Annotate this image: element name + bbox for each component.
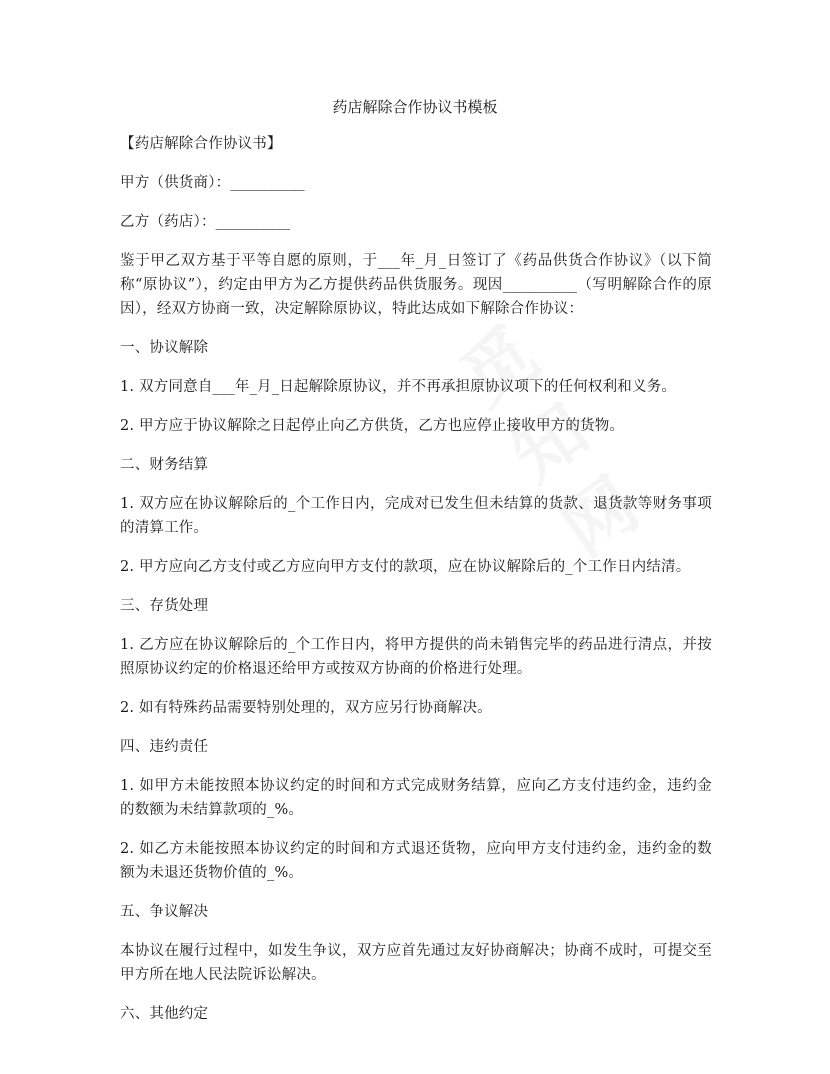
section-heading-other: 六、其他约定 (120, 1006, 209, 1022)
clause-inventory-2: 2. 如有特殊药品需要特别处理的，双方应另行协商解决。 (120, 700, 492, 716)
clause-liability-1: 1. 如甲方未能按照本协议约定的时间和方式完成财务结算，应向乙方支付违约金，违约金的数额为未结算款项的_%。 (120, 778, 712, 818)
clause-termination-1: 1. 双方同意自___年_月_日起解除原协议，并不再承担原协议项下的任何权利和义务。 (120, 379, 677, 395)
clause-termination-2: 2. 甲方应于协议解除之日起停止向乙方供货，乙方也应停止接收甲方的货物。 (120, 418, 625, 434)
clause-settlement-1: 1. 双方应在协议解除后的_个工作日内，完成对已发生但未结算的货款、退货款等财务事项的清算工作。 (120, 496, 712, 536)
section-heading-dispute: 五、争议解决 (120, 904, 209, 920)
section-heading-termination: 一、协议解除 (120, 340, 209, 356)
preamble-paragraph: 鉴于甲乙双方基于平等自愿的原则，于___年_月_日签订了《药品供货合作协议》（以下简称“原协议”），约定由甲方为乙方提供药品供货服务。现因__________（写明解除合作的原因），经双方协商一致，决定解除原协议，特此达成如下解除合作协议： (120, 253, 712, 317)
section-heading-liability: 四、违约责任 (120, 739, 209, 755)
agreement-heading: 【药店解除合作协议书】 (120, 136, 282, 152)
section-heading-inventory: 三、存货处理 (120, 598, 209, 614)
watermark: 觅 知 网 (445, 311, 654, 572)
party-b-line: 乙方（药店）：__________ (120, 214, 291, 230)
clause-inventory-1: 1. 乙方应在协议解除后的_个工作日内，将甲方提供的尚未销售完毕的药品进行清点，并按照原协议约定的价格退还给甲方或按双方协商的价格进行处理。 (120, 637, 712, 677)
clause-liability-2: 2. 如乙方未能按照本协议约定的时间和方式退还货物，应向甲方支付违约金，违约金的数额为未退还货物价值的_%。 (120, 841, 712, 881)
clause-settlement-2: 2. 甲方应向乙方支付或乙方应向甲方支付的款项，应在协议解除后的_个工作日内结清。 (120, 559, 691, 575)
party-a-line: 甲方（供货商）：__________ (120, 175, 305, 191)
clause-dispute: 本协议在履行过程中，如发生争议，双方应首先通过友好协商解决；协商不成时，可提交至甲方所在地人民法院诉讼解决。 (120, 943, 712, 983)
document-body (120, 132, 712, 1041)
section-heading-settlement: 二、财务结算 (120, 457, 209, 473)
document-title: 药店解除合作协议书模板 (332, 98, 498, 116)
